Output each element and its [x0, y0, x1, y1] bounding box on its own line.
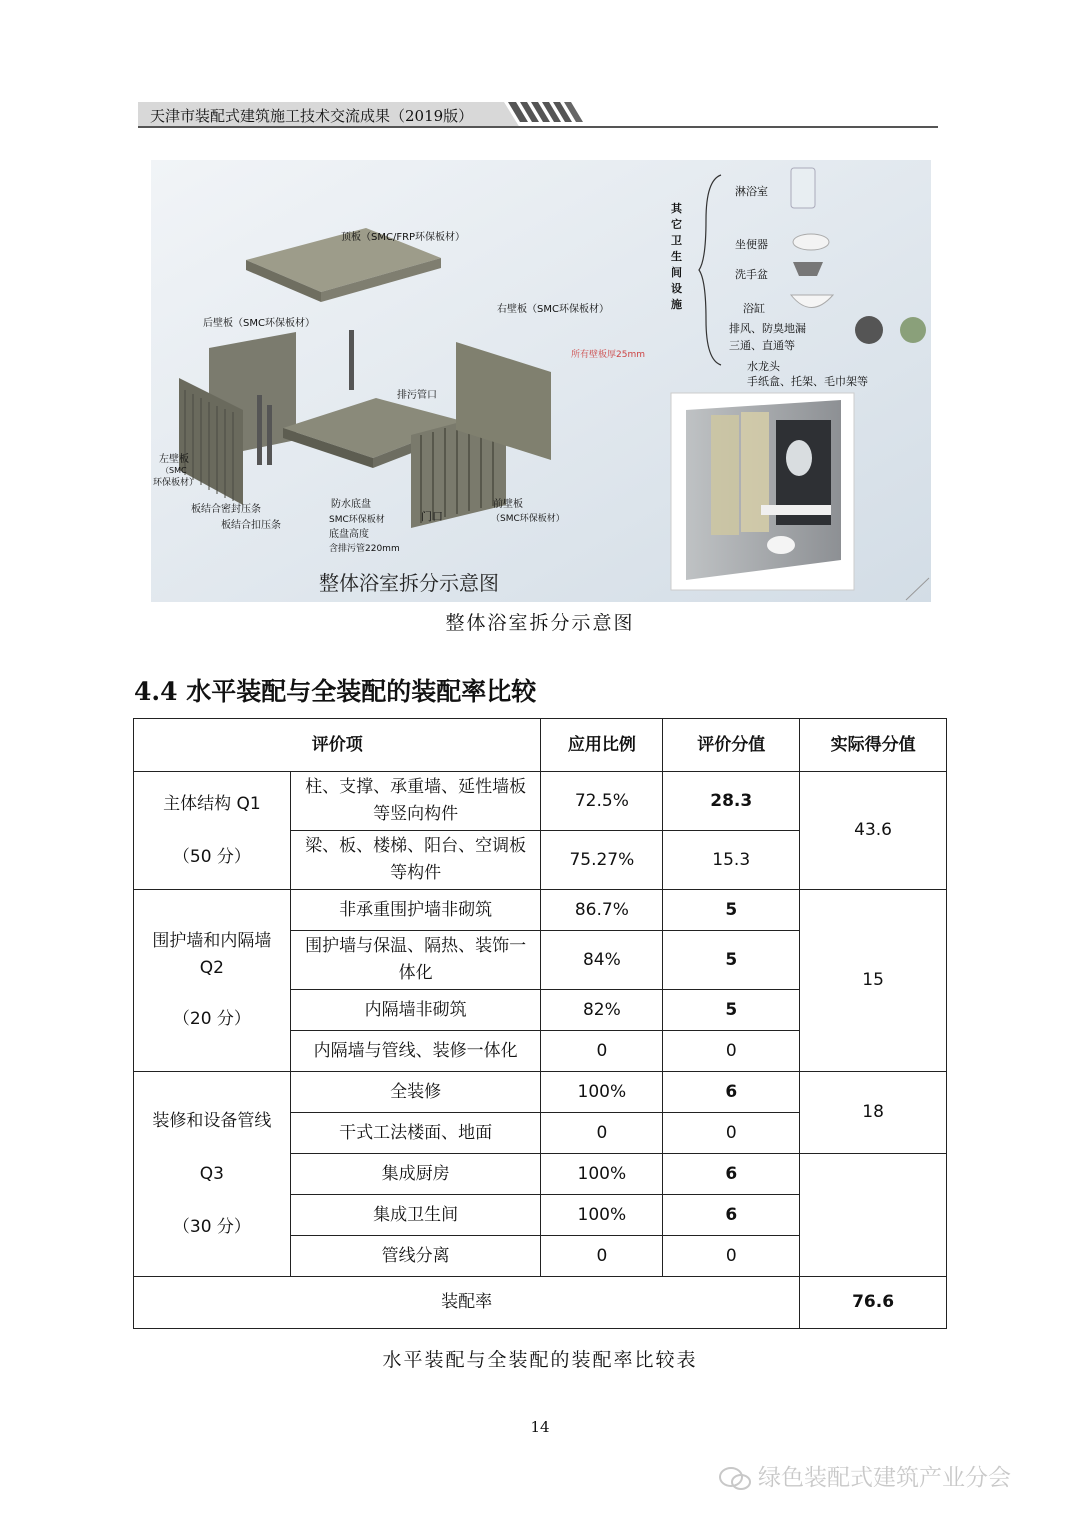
- ratio-cell: 0: [541, 1113, 663, 1154]
- actual-q3: 18: [800, 1072, 947, 1154]
- table-row: [134, 1072, 947, 1113]
- label-toilet: 坐便器: [735, 238, 768, 251]
- ratio-cell: 86.7%: [541, 890, 663, 931]
- svg-text:卫: 卫: [671, 234, 682, 247]
- label-left3: 环保板材）: [153, 478, 199, 488]
- item-cell: 管线分离: [290, 1236, 541, 1277]
- ratio-cell: 100%: [541, 1072, 663, 1113]
- actual-q2: 15: [800, 890, 947, 1072]
- label-left2: （SMC: [161, 466, 187, 475]
- seal-strip: [257, 395, 262, 465]
- ratio-cell: 100%: [541, 1195, 663, 1236]
- group-q2: 围护墙和内隔墙 Q2 （20 分）: [134, 890, 291, 1072]
- score-cell: 0: [663, 1236, 800, 1277]
- item-cell: 集成卫生间: [290, 1195, 541, 1236]
- ratio-cell: 72.5%: [541, 772, 663, 831]
- score-cell: 6: [663, 1195, 800, 1236]
- label-vent2: 三通、直通等: [729, 339, 795, 352]
- table-row: [134, 890, 947, 931]
- score-cell: 6: [663, 1154, 800, 1195]
- ratio-cell: 0: [541, 1236, 663, 1277]
- toilet-icon: [793, 234, 829, 250]
- actual-empty: [800, 1154, 947, 1277]
- other-facilities-list: [671, 201, 683, 311]
- footer-value: 76.6: [800, 1277, 947, 1329]
- watermark-text: 绿色装配式建筑产业分会: [758, 1465, 1011, 1491]
- item-cell: 集成厨房: [290, 1154, 541, 1195]
- vent-icon: [855, 316, 883, 344]
- header-rule: [138, 126, 938, 128]
- label-base4: 含排污管220mm: [329, 544, 400, 554]
- label-tub: 浴缸: [743, 302, 765, 315]
- ratio-cell: 82%: [541, 990, 663, 1031]
- label-basin: 洗手盆: [735, 268, 768, 281]
- svg-text:它: 它: [671, 218, 682, 231]
- label-front1: 前壁板: [493, 499, 523, 510]
- score-cell: 5: [663, 931, 800, 990]
- svg-text:生: 生: [671, 250, 682, 263]
- figure-inner-title: 整体浴室拆分示意图: [319, 571, 499, 595]
- item-cell: 梁、板、楼梯、阳台、空调板等构件: [290, 831, 541, 890]
- svg-text:间: 间: [671, 266, 682, 279]
- item-cell: 非承重围护墙非砌筑: [290, 890, 541, 931]
- page-number: 14: [530, 1418, 550, 1436]
- label-shower: 淋浴室: [735, 185, 768, 198]
- footer-label: 装配率: [134, 1277, 800, 1329]
- svg-text:施: 施: [671, 298, 682, 311]
- label-door: 门口: [421, 510, 443, 523]
- label-back: 后壁板（SMC环保板材）: [203, 318, 315, 329]
- label-right: 右壁板（SMC环保板材）: [497, 304, 609, 315]
- header-ratio: 应用比例: [541, 719, 663, 772]
- score-cell: 5: [663, 990, 800, 1031]
- label-base2: SMC环保板材: [329, 515, 385, 525]
- label-base1: 防水底盘: [331, 499, 371, 510]
- assembly-rate-table: [133, 718, 947, 1329]
- score-cell: 15.3: [663, 831, 800, 890]
- svg-text:其: 其: [671, 202, 682, 215]
- item-cell: 内隔墙与管线、装修一体化: [290, 1031, 541, 1072]
- score-cell: 0: [663, 1113, 800, 1154]
- group-q3: 装修和设备管线 Q3 （30 分）: [134, 1072, 291, 1277]
- table-row: [134, 772, 947, 831]
- label-vent1: 排风、防臭地漏: [729, 322, 806, 335]
- ratio-cell: 75.27%: [541, 831, 663, 890]
- label-seal2: 板结合扣压条: [221, 520, 281, 531]
- figure-caption: 整体浴室拆分示意图: [445, 612, 635, 634]
- item-cell: 干式工法楼面、地面: [290, 1113, 541, 1154]
- header-item: 评价项: [134, 719, 541, 772]
- group-q1: 主体结构 Q1 （50 分）: [134, 772, 291, 890]
- item-cell: 内隔墙非砌筑: [290, 990, 541, 1031]
- label-top: 顶板（SMC/FRP环保板材）: [341, 232, 466, 243]
- wechat-icon: [718, 1466, 752, 1492]
- item-cell: 围护墙与保温、隔热、装饰一体化: [290, 931, 541, 990]
- item-cell: 全装修: [290, 1072, 541, 1113]
- ratio-cell: 100%: [541, 1154, 663, 1195]
- svg-text:设: 设: [671, 282, 682, 295]
- label-left1: 左壁板: [159, 454, 189, 465]
- drain-icon: [900, 317, 926, 343]
- score-cell: 6: [663, 1072, 800, 1113]
- label-acc: 手纸盒、托架、毛巾架等: [747, 375, 868, 388]
- section-heading: 4.4 水平装配与全装配的装配率比较: [134, 677, 537, 706]
- item-cell: 柱、支撑、承重墙、延性墙板等竖向构件: [290, 772, 541, 831]
- label-front2: （SMC环保板材）: [491, 514, 565, 524]
- ratio-cell: 84%: [541, 931, 663, 990]
- score-cell: 28.3: [663, 772, 800, 831]
- score-cell: 5: [663, 890, 800, 931]
- score-cell: 0: [663, 1031, 800, 1072]
- label-drain: 排污管口: [397, 390, 437, 401]
- bathroom-render: [671, 393, 854, 590]
- shower-icon: [791, 168, 815, 208]
- header-score: 评价分值: [663, 719, 800, 772]
- actual-q1: 43.6: [800, 772, 947, 890]
- header-stripes: [494, 102, 594, 128]
- ratio-cell: 0: [541, 1031, 663, 1072]
- table-footer-row: [134, 1277, 947, 1329]
- table-header-row: [134, 719, 947, 772]
- watermark: [718, 1459, 1011, 1492]
- label-faucet: 水龙头: [747, 360, 780, 373]
- header-title: 天津市装配式建筑施工技术交流成果（2019版）: [150, 107, 474, 125]
- label-thickness: 所有壁板厚25mm: [571, 350, 645, 360]
- label-seal1: 板结合密封压条: [191, 504, 261, 515]
- header-actual: 实际得分值: [800, 719, 947, 772]
- bathroom-exploded-figure: [151, 160, 931, 602]
- label-base3: 底盘高度: [329, 529, 369, 540]
- table-caption: 水平装配与全装配的装配率比较表: [382, 1349, 698, 1371]
